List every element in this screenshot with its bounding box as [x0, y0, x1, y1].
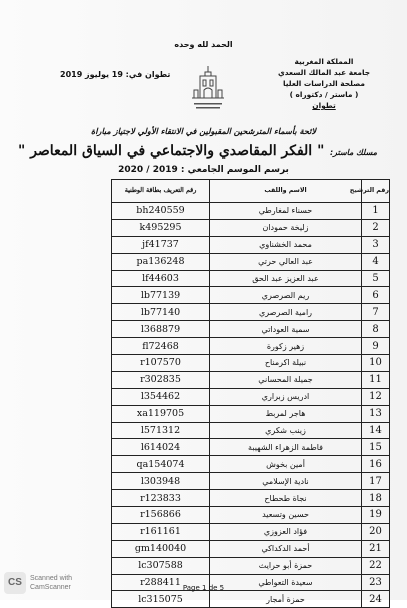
candidate-national-id: l354462: [112, 388, 210, 405]
candidate-national-id: k495295: [112, 219, 210, 236]
candidate-name: ريم الصرصري: [210, 287, 362, 304]
candidate-number: 5: [362, 270, 390, 287]
table-row: [112, 388, 390, 405]
table-row: [112, 591, 390, 608]
header-national-id: رقم التعريف بطاقة الوطنية: [112, 180, 210, 203]
candidate-name: نبيلة اكرمناح: [210, 355, 362, 372]
candidate-name: حسناء لمغارطي: [210, 203, 362, 220]
ministry-line: جامعة عبد المالك السعدي: [277, 68, 371, 77]
table-row: [112, 523, 390, 540]
candidate-name: عبد العالي حرتي: [210, 253, 362, 270]
program-title: [20, 140, 377, 159]
ministry-line: تطوان: [312, 101, 336, 110]
candidate-number: 19: [362, 507, 390, 524]
candidate-national-id: r288411: [112, 574, 210, 591]
page-number: Page 1 de 5: [182, 584, 225, 592]
candidate-number: 18: [362, 490, 390, 507]
candidate-national-id: gm140040: [112, 540, 210, 557]
candidate-name: أمين بخوش: [210, 456, 362, 473]
candidate-number: 24: [362, 591, 390, 608]
candidate-name: ادريس زبراري: [210, 388, 362, 405]
camscanner-line: CamScanner: [30, 584, 71, 591]
table-row: [112, 236, 390, 253]
header-candidate-number: رقم الترشيح: [362, 180, 390, 203]
table-row: [112, 219, 390, 236]
table-row: [112, 422, 390, 439]
header-full-name: الاسم واللقب: [210, 180, 362, 203]
candidate-name: فؤاد العزوزي: [210, 523, 362, 540]
ministry-line: ( ماستر / دكتوراه ): [289, 90, 359, 99]
candidate-national-id: r123833: [112, 490, 210, 507]
table-row: [112, 405, 390, 422]
candidate-name: حسين وتسعيد: [210, 507, 362, 524]
candidate-name: أحمد الدكداكي: [210, 540, 362, 557]
candidate-national-id: xa119705: [112, 405, 210, 422]
candidate-number: 9: [362, 338, 390, 355]
candidate-national-id: bh240559: [112, 203, 210, 220]
candidate-number: 13: [362, 405, 390, 422]
table-row: [112, 270, 390, 287]
candidate-national-id: lc307588: [112, 557, 210, 574]
table-row: [112, 371, 390, 388]
candidate-name: زينب شكري: [210, 422, 362, 439]
candidate-national-id: l614024: [112, 439, 210, 456]
candidate-name: نادية الإسلامي: [210, 473, 362, 490]
candidate-national-id: r107570: [112, 355, 210, 372]
candidate-name: حمزة أمجار: [210, 591, 362, 608]
candidate-number: 14: [362, 422, 390, 439]
table-row: [112, 456, 390, 473]
table-row: [112, 287, 390, 304]
camscanner-text: [30, 574, 72, 592]
candidate-number: 4: [362, 253, 390, 270]
candidate-name: سمية العوداتي: [210, 321, 362, 338]
table-row: [112, 439, 390, 456]
candidate-name: عبد العزيز عبد الحق: [210, 270, 362, 287]
candidate-number: 8: [362, 321, 390, 338]
candidate-number: 20: [362, 523, 390, 540]
camscanner-line: Scanned with: [30, 575, 73, 582]
table-row: [112, 321, 390, 338]
header-top-line: الحمد لله وحده: [174, 40, 233, 49]
candidate-national-id: qa154074: [112, 456, 210, 473]
candidate-national-id: pa136248: [112, 253, 210, 270]
program-lead: مسلك ماستر:: [329, 148, 377, 157]
candidate-national-id: l571312: [112, 422, 210, 439]
candidate-number: 16: [362, 456, 390, 473]
candidate-number: 21: [362, 540, 390, 557]
candidate-national-id: lb77140: [112, 304, 210, 321]
camscanner-logo-icon: CS: [4, 572, 26, 594]
camscanner-watermark: [4, 572, 124, 596]
table-row: [112, 490, 390, 507]
table-row: [112, 338, 390, 355]
candidate-name: زليخة حمودان: [210, 219, 362, 236]
table-header-row: [112, 180, 390, 203]
candidate-name: سعيدة التعواطي: [210, 574, 362, 591]
candidate-national-id: r156866: [112, 507, 210, 524]
table-row: [112, 253, 390, 270]
table-row: [112, 557, 390, 574]
candidate-national-id: r302835: [112, 371, 210, 388]
candidate-national-id: r161161: [112, 523, 210, 540]
candidate-national-id: jf41737: [112, 236, 210, 253]
candidate-national-id: lb77139: [112, 287, 210, 304]
candidate-number: 3: [362, 236, 390, 253]
candidate-name: هاجر لمربط: [210, 405, 362, 422]
table-row: [112, 540, 390, 557]
table-body: [112, 203, 390, 608]
program-name: " الفكر المقاصدي والاجتماعي في السياق المعاصر ": [18, 143, 325, 159]
candidate-name: زهير زكورة: [210, 338, 362, 355]
candidate-number: 15: [362, 439, 390, 456]
candidate-name: جميلة المحساني: [210, 371, 362, 388]
candidate-number: 7: [362, 304, 390, 321]
candidate-name: حمزة أبو حرايث: [210, 557, 362, 574]
candidate-number: 2: [362, 219, 390, 236]
candidate-national-id: l303948: [112, 473, 210, 490]
candidate-national-id: l368879: [112, 321, 210, 338]
candidate-number: 6: [362, 287, 390, 304]
ministry-line: مصلحة الدراسات العليا: [283, 79, 365, 88]
table-row: [112, 473, 390, 490]
ministry-header: [259, 56, 389, 111]
candidate-name: فاطمة الزهراء الشهيبة: [210, 439, 362, 456]
table-row: [112, 507, 390, 524]
academic-year: برسم الموسم الجامعي : 2019 / 2020: [118, 165, 289, 175]
table-row: [112, 355, 390, 372]
candidate-number: 22: [362, 557, 390, 574]
candidate-national-id: lf44603: [112, 270, 210, 287]
candidate-number: 1: [362, 203, 390, 220]
candidate-national-id: fl72468: [112, 338, 210, 355]
table-row: [112, 304, 390, 321]
university-logo-icon: [186, 62, 230, 118]
candidate-number: 23: [362, 574, 390, 591]
ministry-line: المملكة المغربية: [294, 57, 354, 66]
candidate-number: 10: [362, 355, 390, 372]
candidates-table: [111, 179, 390, 608]
candidate-number: 11: [362, 371, 390, 388]
candidate-name: محمد الخشناوي: [210, 236, 362, 253]
candidate-name: نجاة طحطاح: [210, 490, 362, 507]
candidate-national-id: lc315075: [112, 591, 210, 608]
candidate-number: 12: [362, 388, 390, 405]
document-date: تطوان في: 19 يوليوز 2019: [60, 70, 171, 79]
candidate-number: 17: [362, 473, 390, 490]
candidate-name: رامية الصرصري: [210, 304, 362, 321]
list-title: لائحة بأسماء المترشحين المقبولين في الانتقاء الأولي لاجتياز مباراة: [90, 126, 317, 136]
table-row: [112, 203, 390, 220]
